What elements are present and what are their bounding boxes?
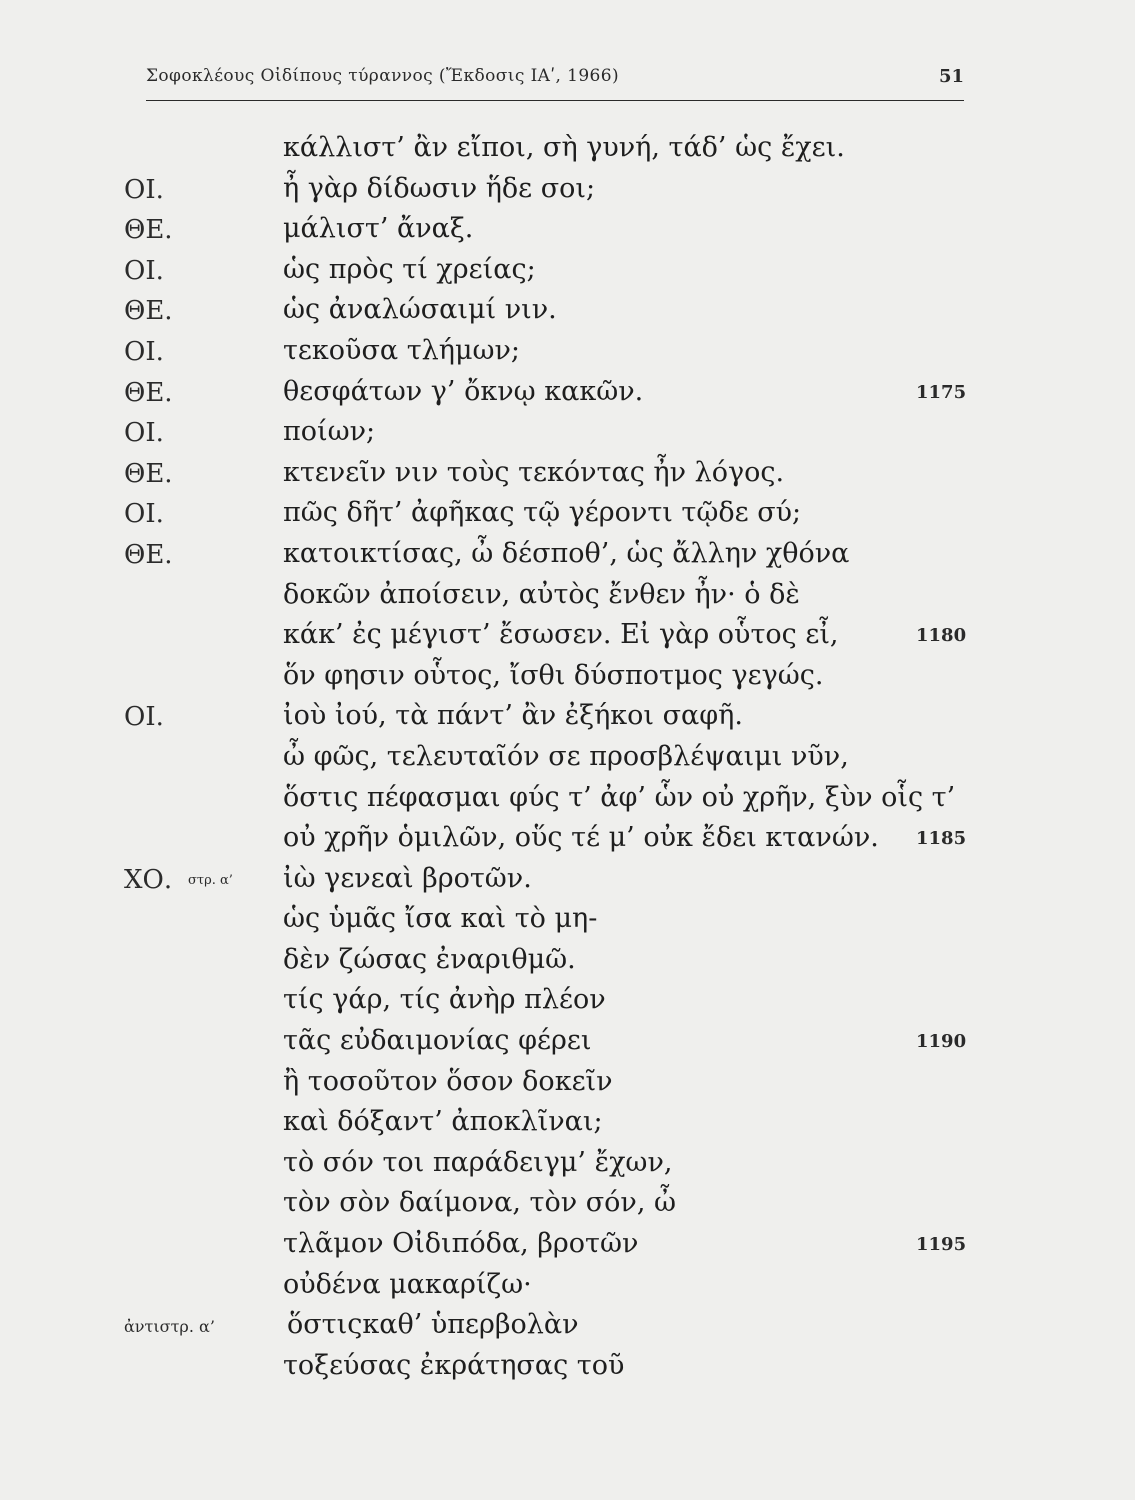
verse-line [0, 493, 1135, 534]
verse-line [0, 209, 1135, 250]
line-number: 1185 [916, 828, 967, 850]
verse-text-line: τὸ σόν τοι παράδειγμ’ ἔχων, [283, 1146, 673, 1178]
verse-text-line: ὅστις πέφασμαι φύς τ’ ἀφ’ ὧν οὐ χρῆν, ξὺν οἷς τ’ [283, 781, 956, 813]
line-number: 1195 [916, 1234, 967, 1256]
verse-text-line: κάκ’ ἐς μέγιστ’ ἔσωσεν. Εἰ γὰρ οὗτος εἶ, [283, 619, 839, 651]
speaker-label: ΧΟ. [124, 864, 173, 895]
speaker-label: ΘΕ. [124, 377, 173, 408]
strophe-marker: ἀντιστρ. α’ [124, 1317, 215, 1337]
verse-text-line: τᾶς εὐδαιμονίας φέρει [283, 1025, 592, 1057]
speaker-label: ΟΙ. [124, 499, 164, 530]
verse-text-line: ἰοὺ ἰού, τὰ πάντ’ ἂν ἐξήκοι σαφῆ. [283, 700, 743, 732]
page-number: 51 [938, 66, 964, 87]
verse-line [0, 940, 1135, 981]
line-number: 1175 [916, 381, 967, 403]
verse-text-line: ἰὼ γενεαὶ βροτῶν. [283, 862, 532, 894]
verse-line [0, 1143, 1135, 1184]
verse-line [0, 980, 1135, 1021]
verse-line [0, 778, 1135, 819]
verse-text-line: οὐδένα μακαρίζω· [283, 1268, 532, 1300]
verse-line [0, 1183, 1135, 1224]
verse-text-line: καὶ δόξαντ’ ἀποκλῖναι; [283, 1106, 603, 1138]
verse-line [0, 575, 1135, 616]
verse-line [0, 1346, 1135, 1387]
running-head: Σοφοκλέους Οἰδίπους τύραννος (Ἔκδοσις ΙΑʹ, 1966) [146, 66, 619, 86]
verse-text-line: ὅστιςκαθ’ ὑπερβολὰν [287, 1309, 579, 1341]
verse-text-line: τὸν σὸν δαίμονα, τὸν σόν, ὦ [283, 1187, 677, 1219]
verse-line [0, 899, 1135, 940]
verse-line [0, 656, 1135, 697]
verse-text-line: δοκῶν ἀποίσειν, αὐτὸς ἔνθεν ἦν· ὁ δὲ [283, 578, 800, 610]
page-header [146, 62, 964, 101]
verse-text-line: θεσφάτων γ’ ὄκνῳ κακῶν. [283, 375, 644, 407]
verse-text-line: ὡς ὑμᾶς ἴσα καὶ τὸ μη- [283, 903, 598, 935]
verse-text-line: πῶς δῆτ’ ἀφῆκας τῷ γέροντι τῷδε σύ; [283, 497, 802, 529]
speaker-label: ΟΙ. [124, 702, 164, 733]
verse-line [0, 1021, 1135, 1062]
verse-text-line: τεκοῦσα τλήμων; [283, 334, 521, 366]
verse-text-line: δὲν ζώσας ἐναριθμῶ. [283, 943, 576, 975]
verse-text-line: κτενεῖν νιν τοὺς τεκόντας ἦν λόγος. [283, 456, 785, 488]
verse-line [0, 1224, 1135, 1265]
speaker-label: ΘΕ. [124, 296, 173, 327]
speaker-label: ΟΙ. [124, 174, 164, 205]
verse-line [0, 290, 1135, 331]
verse-text-line: οὐ χρῆν ὁμιλῶν, οὕς τέ μ’ οὐκ ἔδει κτανών. [283, 822, 879, 854]
verse-text-line: ποίων; [283, 416, 376, 448]
speaker-label: ΟΙ. [124, 255, 164, 286]
verse-line [0, 1265, 1135, 1306]
verse-line [0, 1102, 1135, 1143]
speaker-label: ΟΙ. [124, 418, 164, 449]
verse-line [0, 453, 1135, 494]
verse-line [0, 331, 1135, 372]
verse-line [0, 372, 1135, 413]
verse-line [0, 534, 1135, 575]
speaker-label: ΘΕ. [124, 539, 173, 570]
verse-text-line: ὡς πρὸς τί χρείας; [283, 253, 536, 285]
verse-line [0, 1305, 1135, 1346]
verse-text [0, 128, 1135, 1386]
verse-line [0, 818, 1135, 859]
verse-text-line: κατοικτίσας, ὦ δέσποθ’, ὡς ἄλλην χθόνα [283, 537, 850, 569]
verse-line [0, 412, 1135, 453]
verse-text-line: μάλιστ’ ἄναξ. [283, 213, 474, 245]
speaker-label: ΟΙ. [124, 336, 164, 367]
verse-line [0, 250, 1135, 291]
strophe-marker: στρ. α’ [188, 872, 233, 888]
line-number: 1180 [916, 625, 967, 647]
verse-text-line: ὦ φῶς, τελευταῖόν σε προσβλέψαιμι νῦν, [283, 740, 849, 772]
verse-line [0, 1062, 1135, 1103]
verse-text-line: ὡς ἀναλώσαιμί νιν. [283, 294, 557, 326]
verse-text-line: κάλλιστ’ ἂν εἴποι, σὴ γυνή, τάδ’ ὡς ἔχει. [283, 132, 845, 163]
verse-text-line: τίς γάρ, τίς ἀνὴρ πλέον [283, 984, 606, 1016]
verse-text-line: τλᾶμον Οἰδιπόδα, βροτῶν [283, 1228, 639, 1260]
verse-line [0, 696, 1135, 737]
verse-line [0, 737, 1135, 778]
verse-text-line: ἢ τοσοῦτον ὅσον δοκεῖν [283, 1065, 613, 1097]
verse-text-line: τοξεύσας ἐκράτησας τοῦ [283, 1349, 625, 1381]
line-number: 1190 [916, 1031, 967, 1053]
verse-line [0, 615, 1135, 656]
verse-text-line: ἦ γὰρ δίδωσιν ἥδε σοι; [283, 172, 596, 204]
verse-line [0, 859, 1135, 900]
speaker-label: ΘΕ. [124, 458, 173, 489]
verse-line [0, 128, 1135, 169]
verse-line [0, 169, 1135, 210]
speaker-label: ΘΕ. [124, 215, 173, 246]
verse-text-line: ὅν φησιν οὗτος, ἴσθι δύσποτμος γεγώς. [283, 659, 824, 691]
